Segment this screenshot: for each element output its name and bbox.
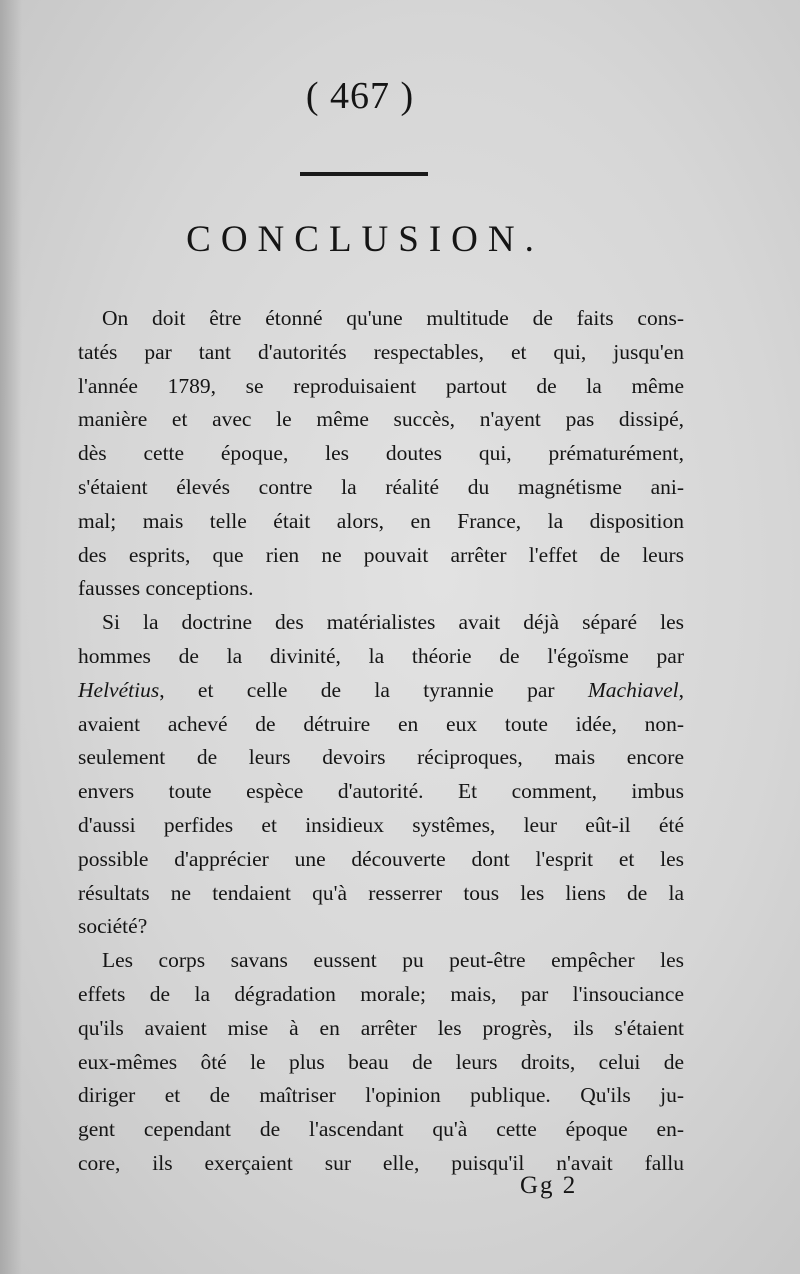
chapter-heading: CONCLUSION. [186, 219, 544, 260]
text-line: résultats ne tendaient qu'à resserrer tous les liens de la [78, 880, 684, 905]
text-line: hommes de la divinité, la théorie de l'égoïsme par [78, 643, 684, 668]
text-line: qu'ils avaient mise à en arrêter les progrès, ils s'étaient [78, 1015, 684, 1040]
text-line: core, ils exerçaient sur elle, puisqu'il n'avait fallu [78, 1150, 684, 1175]
text-line: mal; mais telle était alors, en France, la disposition [78, 508, 684, 533]
text-line: effets de la dégradation morale; mais, par l'insouciance [78, 981, 684, 1006]
text-line: manière et avec le même succès, n'ayent pas dissipé, [78, 407, 684, 432]
text-line-with-italics [78, 674, 684, 708]
text-line: société? [78, 914, 148, 939]
page-number: ( 467 ) [305, 75, 415, 117]
text-line: eux-mêmes ôté le plus beau de leurs droits, celui de [78, 1049, 684, 1074]
text-line: On doit être étonné qu'une multitude de faits cons- [102, 306, 684, 330]
text-line: envers toute espèce d'autorité. Et comment, imbus [78, 779, 684, 804]
text-line: tatés par tant d'autorités respectables, et qui, jusqu'en [78, 339, 684, 364]
text-line: l'année 1789, se reproduisaient partout de la même [78, 373, 684, 398]
heading-rule [300, 172, 428, 176]
text-line: Si la doctrine des matérialistes avait déjà séparé les [102, 610, 684, 635]
text-line: fausses conceptions. [78, 576, 254, 601]
italic-name-helvetius: Helvétius [78, 677, 160, 702]
body-text [78, 302, 684, 1181]
text-line: possible d'apprécier une découverte dont l'esprit et les [78, 846, 684, 871]
text-line: diriger et de maîtriser l'opinion publique. Qu'ils ju- [78, 1083, 684, 1108]
italic-line-middle: , et celle de la tyrannie par [159, 677, 588, 702]
text-line: seulement de leurs devoirs réciproques, mais encore [78, 745, 684, 770]
text-line: Les corps savans eussent pu peut-être empêcher les [102, 948, 684, 973]
text-line: avaient achevé de détruire en eux toute idée, non- [78, 711, 684, 736]
text-line: gent cependant de l'ascendant qu'à cette époque en- [78, 1117, 684, 1142]
italic-name-machiavel: Machiavel [587, 677, 679, 702]
text-line: dès cette époque, les doutes qui, prématurément, [78, 441, 684, 466]
printer-signature-mark: Gg 2 [520, 1172, 578, 1199]
page-edge-shadow [0, 0, 22, 1274]
italic-line-end: , [678, 677, 684, 702]
text-line: d'aussi perfides et insidieux systêmes, leur eût-il été [78, 812, 684, 837]
text-line: des esprits, que rien ne pouvait arrêter l'effet de leurs [78, 542, 684, 567]
text-line: s'étaient élevés contre la réalité du magnétisme ani- [78, 474, 684, 499]
